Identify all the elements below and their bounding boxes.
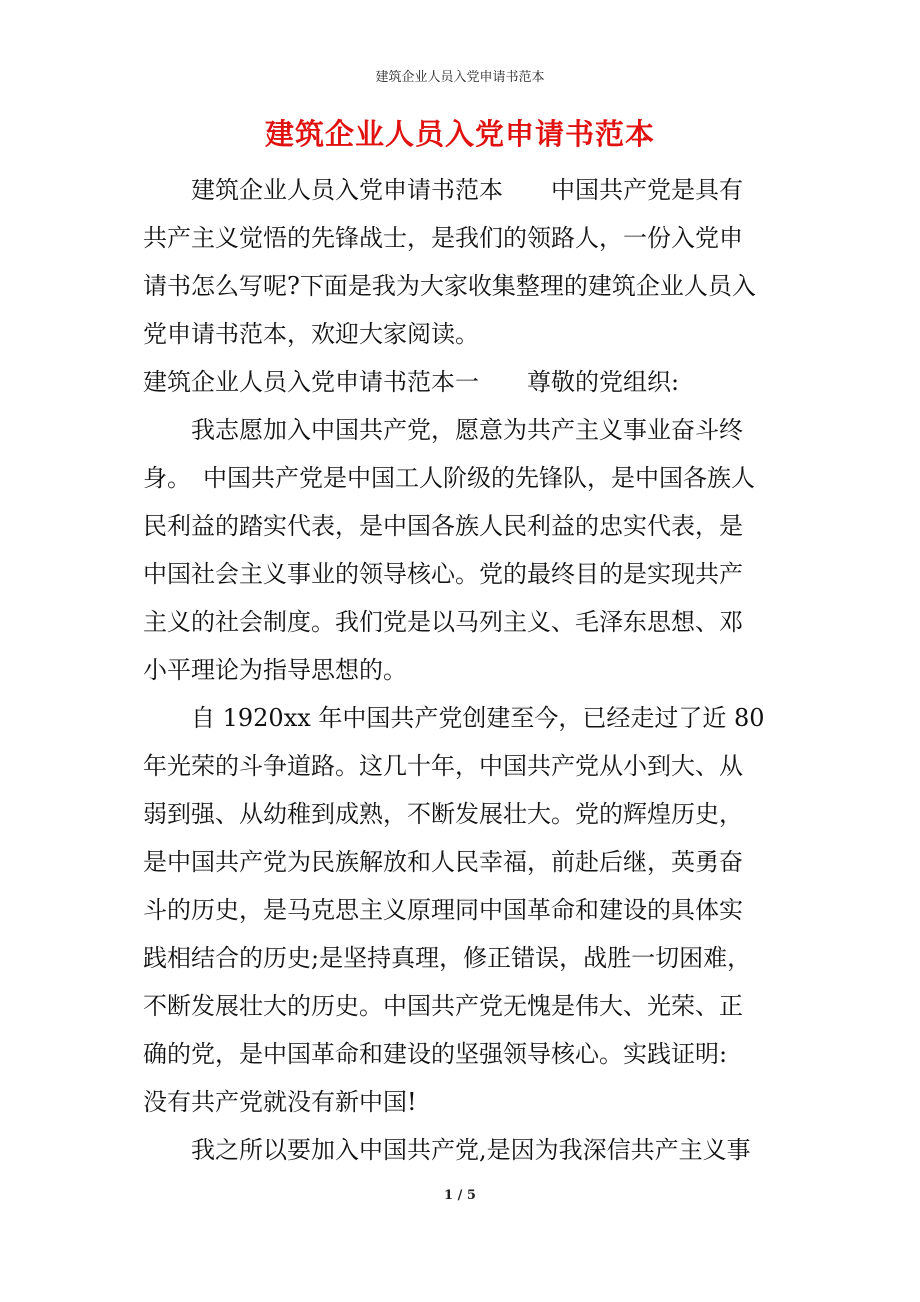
body-line: 年光荣的斗争道路。这几十年，中国共产党从小到大、从 (143, 752, 743, 780)
body-line: 不断发展壮大的历史。中国共产党无愧是伟大、光荣、正 (143, 992, 743, 1020)
body-line: 党申请书范本，欢迎大家阅读。 (143, 320, 479, 348)
body-line: 斗的历史，是马克思主义原理同中国革命和建设的具体实 (143, 896, 743, 924)
body-line: 自 1920xx 年中国共产党创建至今，已经走过了近 80 (143, 704, 765, 732)
page-number: 1 / 5 (444, 1188, 476, 1203)
body-line: 请书怎么写呢?下面是我为大家收集整理的建筑企业人员入 (143, 272, 756, 300)
body-line: 我之所以要加入中国共产党,是因为我深信共产主义事 (143, 1136, 751, 1164)
body-line: 建筑企业人员入党申请书范本一 尊敬的党组织: (143, 368, 680, 396)
running-header: 建筑企业人员入党申请书范本 (375, 70, 545, 85)
body-line: 我志愿加入中国共产党，愿意为共产主义事业奋斗终 (143, 416, 743, 444)
body-line: 建筑企业人员入党申请书范本 中国共产党是具有 (143, 176, 743, 204)
document-title: 建筑企业人员入党申请书范本 (264, 117, 655, 151)
body-line: 小平理论为指导思想的。 (143, 656, 407, 684)
body-line: 没有共产党就没有新中国! (143, 1088, 417, 1116)
body-line: 践相结合的历史;是坚持真理，修正错误，战胜一切困难， (143, 944, 752, 972)
body-line: 民利益的踏实代表，是中国各族人民利益的忠实代表，是 (143, 512, 743, 540)
body-line: 主义的社会制度。我们党是以马列主义、毛泽东思想、邓 (143, 608, 743, 636)
body-line: 身。 中国共产党是中国工人阶级的先锋队，是中国各族人 (143, 464, 755, 492)
body-line: 是中国共产党为民族解放和人民幸福，前赴后继，英勇奋 (143, 848, 743, 876)
body-line: 中国社会主义事业的领导核心。党的最终目的是实现共产 (143, 560, 743, 588)
body-line: 确的党，是中国革命和建设的坚强领导核心。实践证明: (143, 1040, 728, 1068)
body-line: 共产主义觉悟的先锋战士，是我们的领路人，一份入党申 (143, 224, 743, 252)
body-line: 弱到强、从幼稚到成熟，不断发展壮大。党的辉煌历史， (143, 800, 743, 828)
document-body (143, 166, 773, 1174)
